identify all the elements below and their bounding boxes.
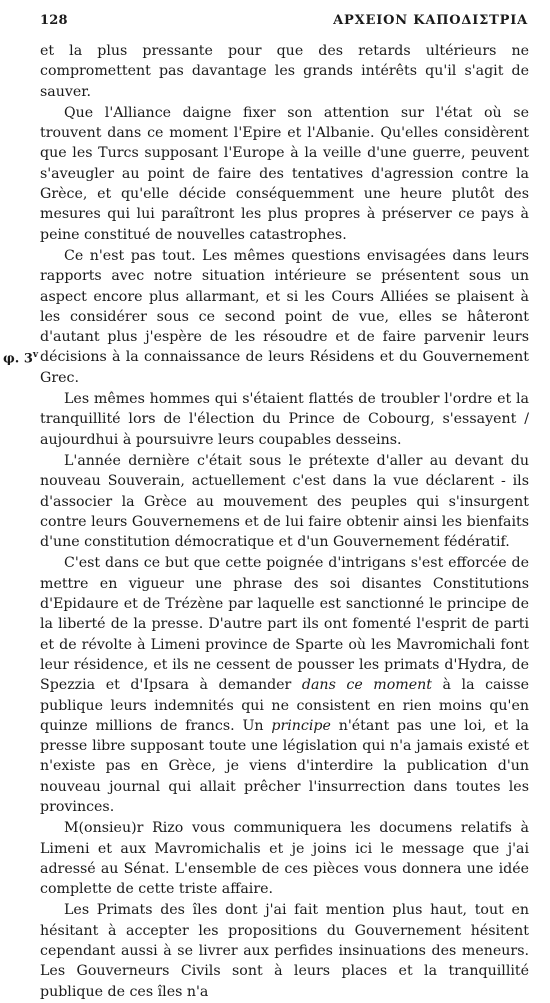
paragraph: et la plus pressante pour que des retards ultérieurs ne compromettent pas davantage les grands intérêts qu'il s'agit de sauver.	[40, 43, 529, 100]
italic-phrase: principe	[271, 717, 331, 734]
text-segment: à la caisse publique leurs indemnités qui ne consistent en rien moins qu'en quinze millions de francs. Un	[40, 677, 529, 734]
paragraph: Les Primats des îles dont j'ai fait mention plus haut, tout en hésitant à accepter les propositions du Gouvernement hésitent cependant aussi à se livrer aux perfides insinuations des meneurs. Les Gouverneurs Civils sont à leurs places et la tranquillité publique de ces îles n'a	[40, 902, 529, 1000]
page-header	[40, 13, 528, 31]
paragraph: M(onsieu)r Rizo vous communiquera les documens relatifs à Limeni et aux Mavromichalis et je joins ici le message que j'ai adressé au Sénat. L'ensemble de ces pièces vous donnera une idée complette de cette triste affaire.	[40, 820, 529, 898]
text-segment: n'étant pas une loi, et la presse libre supposant toute une législation qui n'a jamais existé et n'existe pas en Grèce, je viens d'interdire la publication d'un nouveau journal qui allait prêcher l'insurrection dans toutes les provinces.	[40, 717, 529, 815]
body-text	[40, 41, 529, 1003]
paragraph: L'année dernière c'était sous le prétexte d'aller au devant du nouveau Souverain, actuellement c'est dans la vue déclarent - ils d'associer la Grèce au mouvement des peuples qui s'insurgent contre leurs Gouvernemens et de lui faire obtenir ainsi les bienfaits d'une constitution démocratique et d'un Gouvernement fédératif.	[40, 452, 529, 551]
paragraph: Les mêmes hommes qui s'étaient flattés de troubler l'ordre et la tranquillité lors de l'élection du Prince de Cobourg, s'essayent / aujourdhui à poursuivre leurs coupables desseins.	[40, 391, 529, 448]
italic-phrase: dans ce moment	[301, 677, 432, 694]
folio-label: φ. 3	[3, 351, 33, 367]
text-segment: C'est dans ce but que cette poignée d'intrigans s'est efforcée de mettre en vigueur une phrase des soi disantes Constitutions d'Epidaure et de Trézène par laquelle est sanctionné le principe de la liberté de la presse. D'autre part ils ont fomenté l'esprit de parti et de révolte à Limeni province de Sparte où les Mavromichali font leur résidence, et ils ne cessent de pousser les primats d'Hydra, de Spezzia et d'Ipsara à demander	[40, 555, 529, 694]
paragraph	[40, 553, 529, 817]
page-number: 128	[40, 13, 68, 28]
paragraph: Ce n'est pas tout. Les mêmes questions envisagées dans leurs rapports avec notre situation intérieure se présentent sous un aspect encore plus allarmant, et si les Cours Alliées se plaisent à les considérer sous ce second point de vue, elles se hâteront d'autant plus j'espère de les résoudre et de faire parvenir leurs décisions à la connaissance de leurs Résidens et du Gouvernement Grec.	[40, 247, 529, 386]
paragraph: Que l'Alliance daigne fixer son attention sur l'état où se trouvent dans ce moment l'Epire et l'Albanie. Qu'elles considèrent que les Turcs supposant l'Europe à la veille d'une guerre, peuvent s'aveugler au point de faire des tentatives d'agression contre la Grèce, et qu'elle décide conséquemment une heure plutôt des mesures qui lui paraîtront les plus propres à préserver ce pays à peine constitué de nouvelles catastrophes.	[40, 104, 529, 243]
folio-margin-note	[3, 350, 38, 366]
running-title: ΑΡΧΕΙΟΝ ΚΑΠΟΔΙΣΤΡΙΑ	[333, 13, 528, 28]
folio-suffix: v	[32, 350, 39, 360]
